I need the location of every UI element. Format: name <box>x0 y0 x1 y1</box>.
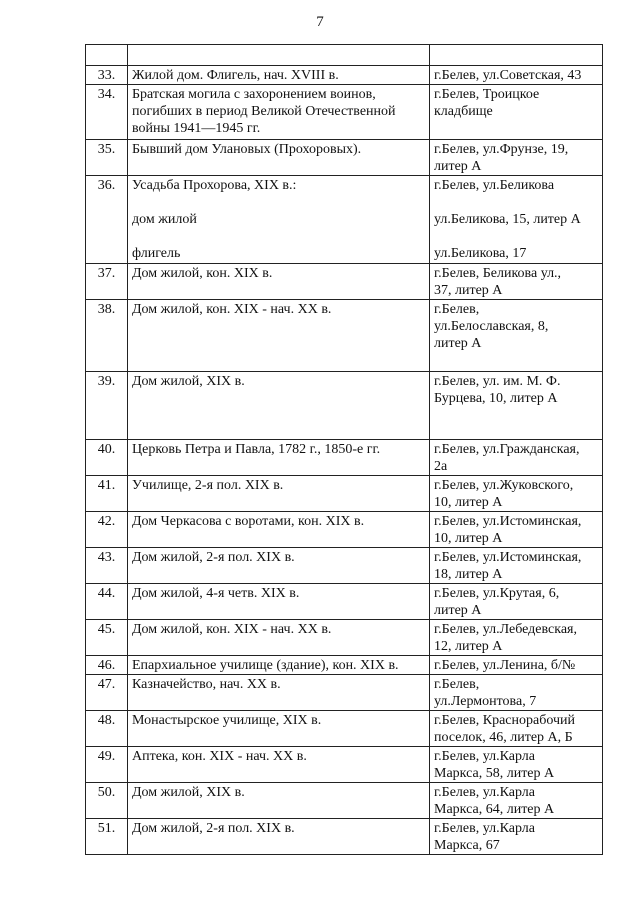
row-number: 38. <box>86 300 128 372</box>
object-address-line: г.Белев, ул.Беликова <box>434 178 555 193</box>
object-name-line: погибших в период Великой Отечественной <box>132 104 396 119</box>
object-address-line: ул.Беликова, 15, литер А <box>434 212 581 227</box>
object-address-line: 18, литер А <box>434 567 503 582</box>
object-name-line: флигель <box>132 246 181 261</box>
object-name: Бывший дом Улановых (Прохоровых). <box>128 140 430 176</box>
object-name: Дом жилой, XIX в. <box>128 783 430 819</box>
object-address-line: г.Белев, <box>434 677 480 692</box>
object-name: Дом жилой, кон. XIX в. <box>128 264 430 300</box>
object-address: г.Белев, ул.Ленина, б/№ <box>430 656 603 675</box>
object-address-line: г.Белев, Краснорабочий <box>434 713 575 728</box>
object-name-line: войны 1941—1945 гг. <box>132 121 261 136</box>
row-number: 51. <box>86 819 128 855</box>
row-number: 43. <box>86 548 128 584</box>
object-address-line: г.Белев, Троицкое <box>434 87 540 102</box>
table-row <box>86 620 603 656</box>
object-address <box>430 176 603 264</box>
object-address <box>430 620 603 656</box>
row-number: 33. <box>86 66 128 85</box>
table-row <box>86 675 603 711</box>
row-number: 49. <box>86 747 128 783</box>
row-number: 40. <box>86 440 128 476</box>
table-row <box>86 440 603 476</box>
object-address <box>430 675 603 711</box>
object-address: г.Белев, ул.Советская, 43 <box>430 66 603 85</box>
object-name: Дом жилой, 2-я пол. XIX в. <box>128 548 430 584</box>
object-address-line: 10, литер А <box>434 531 503 546</box>
object-address-line: г.Белев, ул.Крутая, 6, <box>434 586 560 601</box>
object-address <box>430 140 603 176</box>
row-number: 48. <box>86 711 128 747</box>
row-number: 44. <box>86 584 128 620</box>
row-number: 37. <box>86 264 128 300</box>
table-row <box>86 819 603 855</box>
object-address-line: г.Белев, ул.Лебедевская, <box>434 622 578 637</box>
object-address <box>430 711 603 747</box>
table-row <box>86 747 603 783</box>
object-address-line: г.Белев, ул.Карла <box>434 785 535 800</box>
row-number: 41. <box>86 476 128 512</box>
object-address <box>430 747 603 783</box>
table-row <box>86 176 603 264</box>
object-name: Церковь Петра и Павла, 1782 г., 1850-е гг. <box>128 440 430 476</box>
object-address-line: г.Белев, ул.Гражданская, <box>434 442 580 457</box>
object-address-line: литер А <box>434 159 482 174</box>
table-row <box>86 711 603 747</box>
object-address-line: г.Белев, Беликова ул., <box>434 266 562 281</box>
object-address <box>430 819 603 855</box>
object-address-line: г.Белев, ул.Жуковского, <box>434 478 574 493</box>
object-address-line: литер А <box>434 336 482 351</box>
object-address-line: литер А <box>434 603 482 618</box>
object-name: Монастырское училище, XIX в. <box>128 711 430 747</box>
monuments-table <box>85 44 603 855</box>
row-number: 42. <box>86 512 128 548</box>
object-address <box>430 264 603 300</box>
object-address <box>430 476 603 512</box>
object-address-line: г.Белев, ул.Истоминская, <box>434 550 582 565</box>
object-address <box>430 300 603 372</box>
object-name <box>128 176 430 264</box>
object-name-line: дом жилой <box>132 212 197 227</box>
table-row <box>86 264 603 300</box>
table-row <box>86 45 603 66</box>
object-address <box>430 45 603 66</box>
object-name: Епархиальное училище (здание), кон. XIX в. <box>128 656 430 675</box>
object-name: Дом жилой, 4-я четв. XIX в. <box>128 584 430 620</box>
object-address-line: 10, литер А <box>434 495 503 510</box>
row-number: 50. <box>86 783 128 819</box>
object-address-line: 2а <box>434 459 448 474</box>
row-number: 47. <box>86 675 128 711</box>
object-address-line: ул.Белославская, 8, <box>434 319 549 334</box>
object-name: Дом жилой, 2-я пол. XIX в. <box>128 819 430 855</box>
object-name <box>128 85 430 140</box>
object-address <box>430 440 603 476</box>
row-number <box>86 45 128 66</box>
object-address-line: г.Белев, ул. им. М. Ф. <box>434 374 561 389</box>
page-number: 7 <box>316 14 324 30</box>
row-number: 45. <box>86 620 128 656</box>
table-row <box>86 656 603 675</box>
row-number: 34. <box>86 85 128 140</box>
object-address-line: г.Белев, ул.Карла <box>434 749 535 764</box>
table-row <box>86 85 603 140</box>
table-row <box>86 512 603 548</box>
row-number: 46. <box>86 656 128 675</box>
object-name: Казначейство, нач. XX в. <box>128 675 430 711</box>
object-address <box>430 85 603 140</box>
row-number: 36. <box>86 176 128 264</box>
object-address-line: ул.Лермонтова, 7 <box>434 694 537 709</box>
object-address-line: кладбище <box>434 104 493 119</box>
row-number: 39. <box>86 372 128 440</box>
object-name: Дом жилой, кон. XIX - нач. XX в. <box>128 300 430 372</box>
table-row <box>86 66 603 85</box>
object-address-line: 12, литер А <box>434 639 503 654</box>
object-address-line: Маркса, 58, литер А <box>434 766 555 781</box>
object-address-line: поселок, 46, литер А, Б <box>434 730 573 745</box>
object-address-line: г.Белев, <box>434 302 480 317</box>
object-address-line: г.Белев, ул.Карла <box>434 821 535 836</box>
object-address-line: 37, литер А <box>434 283 503 298</box>
row-number: 35. <box>86 140 128 176</box>
table-row <box>86 476 603 512</box>
object-address-line: ул.Беликова, 17 <box>434 246 527 261</box>
table-row <box>86 372 603 440</box>
object-address-line: г.Белев, ул.Истоминская, <box>434 514 582 529</box>
object-name: Дом жилой, кон. XIX - нач. XX в. <box>128 620 430 656</box>
table-row <box>86 548 603 584</box>
object-address <box>430 783 603 819</box>
object-name: Жилой дом. Флигель, нач. XVIII в. <box>128 66 430 85</box>
object-address <box>430 512 603 548</box>
object-name: Аптека, кон. XIX - нач. XX в. <box>128 747 430 783</box>
object-address-line: Маркса, 67 <box>434 838 500 853</box>
object-address <box>430 584 603 620</box>
object-address <box>430 548 603 584</box>
object-name-line: Братская могила с захоронением воинов, <box>132 87 376 102</box>
object-name: Училище, 2-я пол. XIX в. <box>128 476 430 512</box>
table-row <box>86 300 603 372</box>
object-address <box>430 372 603 440</box>
object-name <box>128 45 430 66</box>
object-name: Дом Черкасова с воротами, кон. XIX в. <box>128 512 430 548</box>
table-row <box>86 584 603 620</box>
object-address-line: г.Белев, ул.Фрунзе, 19, <box>434 142 569 157</box>
object-name: Дом жилой, XIX в. <box>128 372 430 440</box>
object-address-line: Маркса, 64, литер А <box>434 802 555 817</box>
table-row <box>86 783 603 819</box>
table-row <box>86 140 603 176</box>
object-address-line: Бурцева, 10, литер А <box>434 391 558 406</box>
object-name-line: Усадьба Прохорова, XIX в.: <box>132 178 297 193</box>
